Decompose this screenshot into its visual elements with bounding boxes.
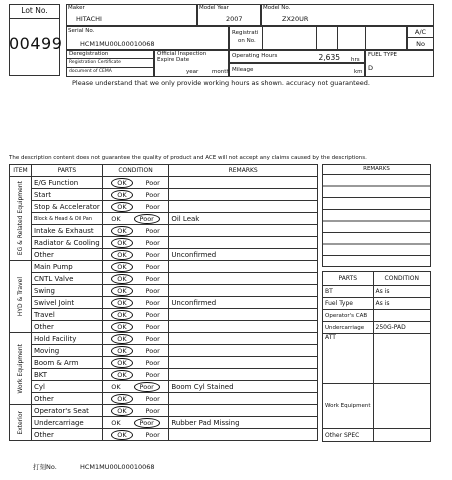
poor-option: Poor	[145, 406, 160, 415]
header-item: ITEM	[10, 165, 32, 177]
condition-cell	[102, 285, 169, 297]
spec-other-spec-value	[373, 429, 430, 442]
poor-option: Poor	[145, 346, 160, 355]
poor-option: Poor	[145, 274, 160, 283]
spec-cond-fuel-type: As is	[373, 298, 430, 310]
remark-cell	[169, 273, 318, 285]
condition-cell	[102, 201, 169, 213]
ok-option: OK	[111, 406, 132, 416]
condition-cell	[102, 393, 169, 405]
remark-cell: Oil Leak	[169, 213, 318, 225]
remark-cell	[169, 429, 318, 441]
ac-label: A/C	[414, 28, 427, 36]
part-name: Swing	[31, 285, 102, 297]
fuel-type-value: D	[368, 64, 374, 72]
spec-cond-cab	[373, 310, 430, 322]
remark-cell	[169, 201, 318, 213]
ok-option: OK	[111, 190, 132, 200]
spec-condition-header: CONDITION	[373, 272, 430, 286]
table-row	[10, 177, 318, 189]
table-row	[10, 357, 318, 369]
condition-cell	[102, 261, 169, 273]
serial-label: Serial No.	[68, 28, 95, 34]
hrs-label: hrs	[351, 57, 360, 63]
table-row	[10, 345, 318, 357]
poor-option: Poor	[145, 286, 160, 295]
ok-option: OK	[111, 286, 132, 296]
header-remarks: REMARKS	[169, 165, 318, 177]
poor-option: Poor	[145, 298, 160, 307]
poor-option: Poor	[145, 430, 160, 439]
ok-option: OK	[111, 358, 132, 368]
group-label: HYD & Travel	[16, 276, 24, 317]
condition-cell	[102, 225, 169, 237]
table-row	[10, 213, 318, 225]
header-condition: CONDITION	[102, 165, 169, 177]
poor-option: Poor	[145, 394, 160, 403]
table-row	[10, 249, 318, 261]
remark-cell	[169, 189, 318, 201]
condition-cell	[102, 405, 169, 417]
condition-cell	[102, 369, 169, 381]
condition-cell	[102, 345, 169, 357]
right-remarks-lines	[322, 174, 431, 267]
header-parts: PARTS	[31, 165, 102, 177]
poor-option: Poor	[145, 226, 160, 235]
remark-cell	[169, 393, 318, 405]
remark-cell	[169, 261, 318, 273]
dereg-line-2	[66, 67, 154, 68]
registration-label-2: on No.	[238, 38, 256, 44]
part-name: CNTL Valve	[31, 273, 102, 285]
condition-cell	[102, 357, 169, 369]
registration-label-1: Registrati	[232, 30, 259, 36]
condition-cell	[102, 237, 169, 249]
condition-cell	[102, 249, 169, 261]
ok-option: OK	[111, 238, 132, 248]
fuel-type-label: FUEL TYPE	[368, 52, 397, 58]
table-row	[10, 309, 318, 321]
poor-option: Poor	[145, 334, 160, 343]
operating-hours-label: Operating Hours	[232, 53, 278, 59]
spec-parts-header: PARTS	[323, 272, 374, 286]
ok-option: OK	[111, 322, 132, 332]
condition-cell	[102, 333, 169, 345]
poor-option: Poor	[134, 418, 160, 428]
spec-part-undercarriage: Undercarriage	[323, 322, 374, 334]
condition-cell	[102, 297, 169, 309]
spec-other-spec-label: Other SPEC	[323, 429, 374, 442]
poor-option: Poor	[134, 382, 160, 392]
ok-option: OK	[111, 178, 132, 188]
ok-option: OK	[111, 250, 132, 260]
operating-hours-value: 2,635	[318, 53, 340, 62]
group-label: EG & Related Equipment	[16, 181, 24, 256]
serial-value: HCM1MU00L00010068	[80, 40, 155, 48]
spec-part-cab: Operator's CAB	[323, 310, 374, 322]
model-no-value: ZX20UR	[282, 15, 309, 23]
part-name: Other	[31, 429, 102, 441]
ok-option: OK	[111, 262, 132, 272]
table-row	[10, 381, 318, 393]
ok-option: OK	[111, 298, 132, 308]
ac-value: No	[416, 40, 425, 48]
part-name: Other	[31, 249, 102, 261]
poor-option: Poor	[145, 358, 160, 367]
ok-option: OK	[111, 430, 132, 440]
table-row	[10, 297, 318, 309]
table-row	[10, 405, 318, 417]
poor-option: Poor	[145, 370, 160, 379]
remark-cell	[169, 177, 318, 189]
footer-value: HCM1MU00L00010068	[80, 463, 155, 471]
year-label: year	[186, 69, 199, 75]
condition-cell	[102, 189, 169, 201]
ok-option: OK	[111, 418, 121, 427]
table-row	[10, 225, 318, 237]
remark-cell	[169, 225, 318, 237]
group-label: Exterior	[16, 410, 24, 435]
part-name: E/G Function	[31, 177, 102, 189]
condition-cell	[102, 429, 169, 441]
dereg-line-1	[66, 58, 154, 59]
table-row	[10, 189, 318, 201]
table-row	[10, 261, 318, 273]
part-name: Other	[31, 321, 102, 333]
poor-option: Poor	[145, 202, 160, 211]
poor-option: Poor	[145, 310, 160, 319]
poor-option: Poor	[134, 214, 160, 224]
ok-option: OK	[111, 346, 132, 356]
ok-option: OK	[111, 226, 132, 236]
registration-divider	[262, 26, 263, 50]
inspection-table	[9, 164, 318, 441]
part-name: Main Pump	[31, 261, 102, 273]
remark-cell	[169, 405, 318, 417]
cema-label: document of CEMA	[69, 69, 112, 74]
part-name: Start	[31, 189, 102, 201]
condition-cell	[102, 417, 169, 429]
remark-cell	[169, 369, 318, 381]
month-label: month	[212, 69, 230, 75]
group-label: Work Equipment	[16, 343, 24, 394]
maker-value: HITACHI	[76, 15, 102, 23]
footer-label: 打刻No.	[33, 463, 57, 471]
spec-att-value	[373, 334, 430, 384]
right-remarks-header: REMARKS	[363, 166, 390, 172]
model-year-value: 2007	[226, 15, 243, 23]
remark-cell: Rubber Pad Missing	[169, 417, 318, 429]
condition-cell	[102, 381, 169, 393]
inspection-label-1: Official Inspection	[157, 51, 207, 57]
remark-cell: Unconfirmed	[169, 297, 318, 309]
table-row	[10, 321, 318, 333]
disclaimer-text: The description content does not guarantee the quality of product and ACE will not accept any claims caused by the descriptions.	[9, 155, 367, 161]
table-row	[10, 333, 318, 345]
part-name: Radiator & Cooling	[31, 237, 102, 249]
part-name: BKT	[31, 369, 102, 381]
poor-option: Poor	[145, 322, 160, 331]
remark-cell	[169, 345, 318, 357]
spec-table	[322, 271, 431, 442]
part-name: Cyl	[31, 381, 102, 393]
spec-work-equipment-label: Work Equipment	[323, 384, 374, 429]
ok-option: OK	[111, 214, 121, 223]
remark-cell	[169, 333, 318, 345]
lot-number: 00499	[9, 34, 63, 53]
registration-grid-2	[337, 26, 338, 50]
poor-option: Poor	[145, 190, 160, 199]
inspection-label-2: Expire Date	[157, 57, 190, 63]
remark-cell	[169, 237, 318, 249]
spec-att-label: ATT	[323, 334, 374, 384]
deregistration-label: Deregistration	[69, 51, 109, 57]
poor-option: Poor	[145, 262, 160, 271]
ok-option: OK	[111, 382, 121, 391]
table-row	[10, 201, 318, 213]
ac-divider	[407, 37, 434, 38]
mileage-label: Mileage	[232, 67, 254, 73]
table-row	[10, 285, 318, 297]
part-name: Undercarriage	[31, 417, 102, 429]
condition-cell	[102, 213, 169, 225]
model-year-label: Model Year	[199, 5, 229, 11]
poor-option: Poor	[145, 178, 160, 187]
notice-text: Please understand that we only provide working hours as shown. accuracy not guaranteed.	[72, 79, 370, 87]
poor-option: Poor	[145, 238, 160, 247]
remark-cell	[169, 357, 318, 369]
lot-label: Lot No.	[9, 6, 60, 19]
ok-option: OK	[111, 370, 132, 380]
spec-work-equipment-value	[373, 384, 430, 429]
part-name: Operator's Seat	[31, 405, 102, 417]
spec-part-bt: BT	[323, 286, 374, 298]
condition-cell	[102, 273, 169, 285]
table-row	[10, 237, 318, 249]
table-row	[10, 393, 318, 405]
part-name: Intake & Exhaust	[31, 225, 102, 237]
ok-option: OK	[111, 394, 132, 404]
ok-option: OK	[111, 274, 132, 284]
part-name: Boom & Arm	[31, 357, 102, 369]
registration-grid-1	[316, 26, 317, 50]
table-row	[10, 273, 318, 285]
part-name: Stop & Accelerator	[31, 201, 102, 213]
part-name: Moving	[31, 345, 102, 357]
remark-cell	[169, 285, 318, 297]
table-row	[10, 429, 318, 441]
ok-option: OK	[111, 310, 132, 320]
ok-option: OK	[111, 202, 132, 212]
spec-cond-undercarriage: 250G-PAD	[373, 322, 430, 334]
remark-cell: Boom Cyl Stained	[169, 381, 318, 393]
remark-cell	[169, 321, 318, 333]
condition-cell	[102, 177, 169, 189]
part-name: Hold Facility	[31, 333, 102, 345]
remark-cell	[169, 309, 318, 321]
table-row	[10, 369, 318, 381]
part-name: Swivel Joint	[31, 297, 102, 309]
part-name: Block & Head & Oil Pan	[31, 213, 102, 225]
model-no-label: Model No.	[263, 5, 291, 11]
maker-label: Maker	[68, 5, 85, 11]
ok-option: OK	[111, 334, 132, 344]
part-name: Travel	[31, 309, 102, 321]
spec-cond-bt: As is	[373, 286, 430, 298]
remark-cell: Unconfirmed	[169, 249, 318, 261]
registration-grid-3	[365, 26, 366, 50]
spec-part-fuel-type: Fuel Type	[323, 298, 374, 310]
km-label: km	[354, 69, 363, 75]
part-name: Other	[31, 393, 102, 405]
condition-cell	[102, 309, 169, 321]
table-row	[10, 417, 318, 429]
reg-certificate-label: Registration Certificate	[69, 60, 121, 65]
poor-option: Poor	[145, 250, 160, 259]
condition-cell	[102, 321, 169, 333]
